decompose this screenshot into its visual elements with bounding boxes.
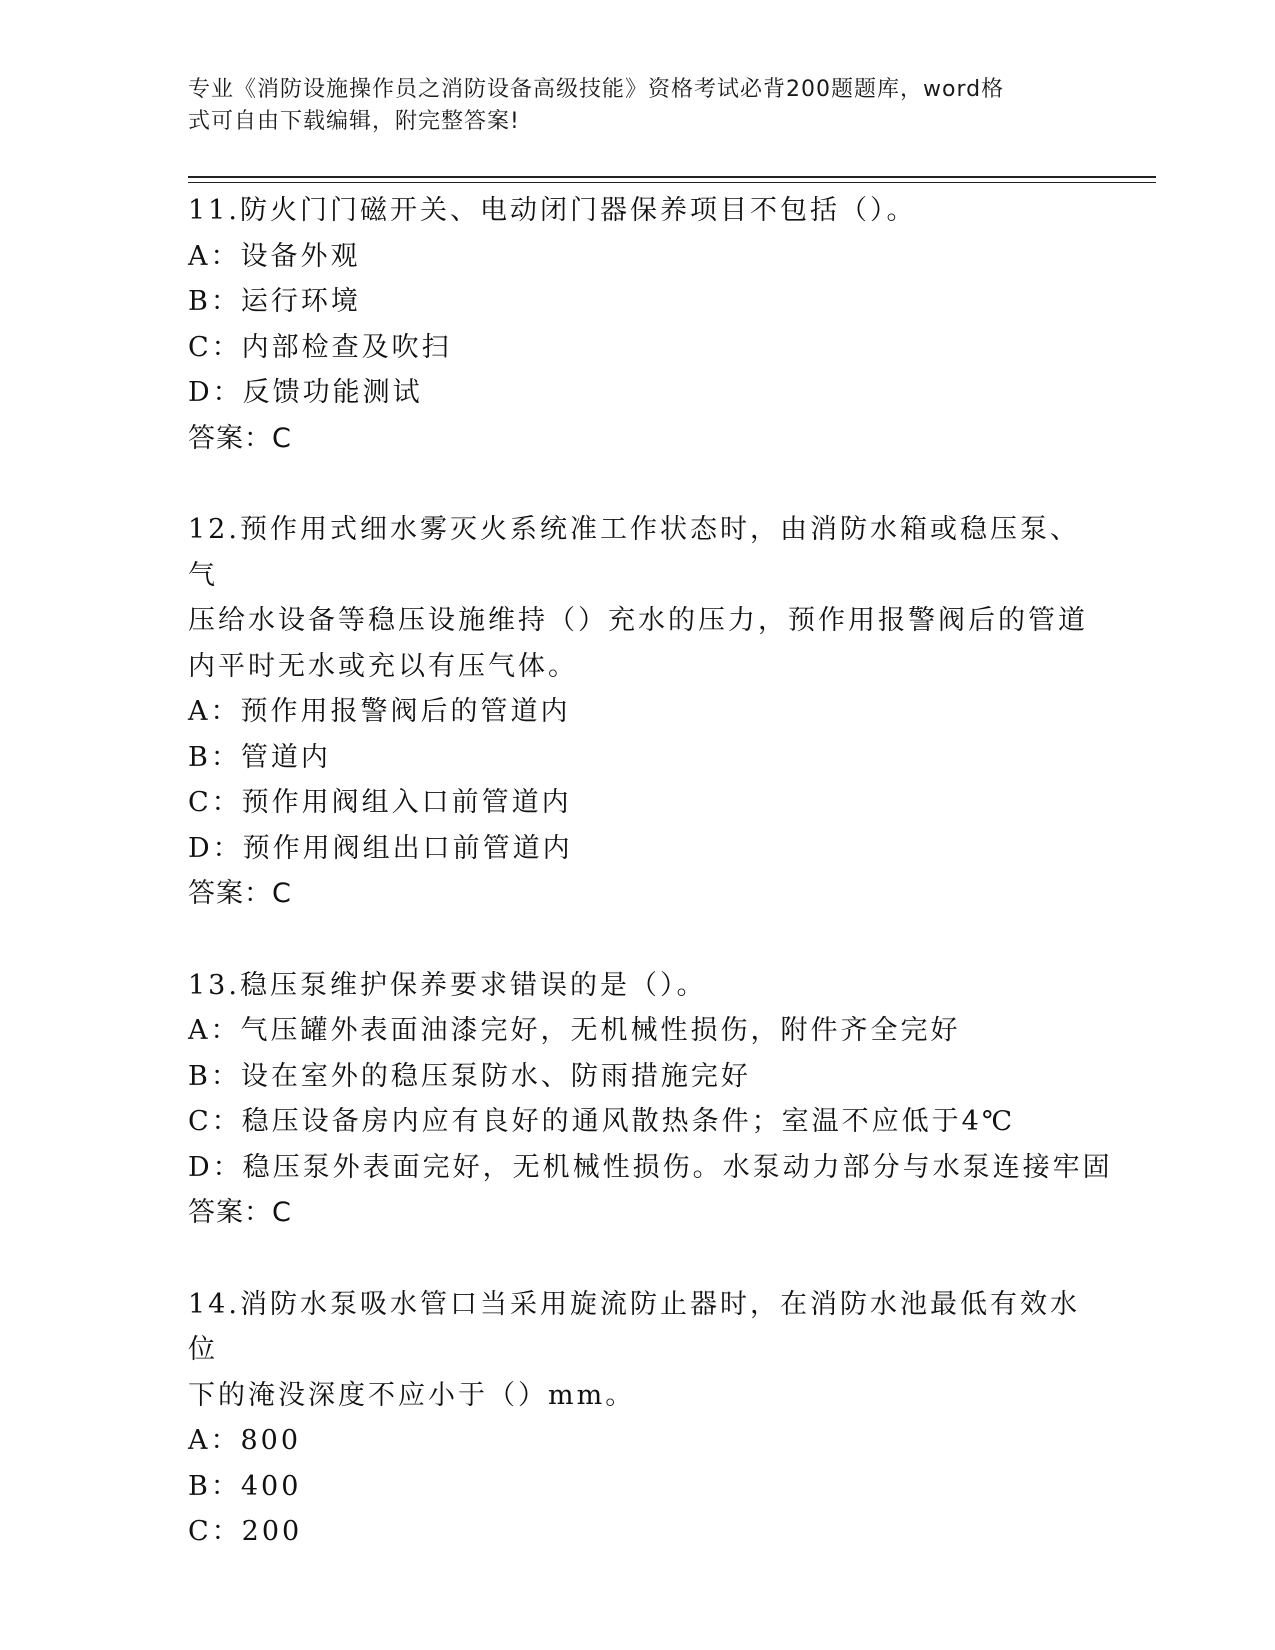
question-stem: 14.消防水泵吸水管口当采用旋流防止器时，在消防水池最低有效水位	[188, 1288, 1080, 1365]
option-b: B：400	[188, 1470, 302, 1502]
option-c: C：200	[188, 1516, 303, 1547]
option-a: A：设备外观	[188, 240, 361, 272]
question-11	[188, 188, 1088, 461]
question-12	[188, 507, 1088, 917]
answer-label: 答案：C	[188, 878, 292, 909]
question-14	[188, 1282, 1088, 1555]
option-c: C：稳压设备房内应有良好的通风散热条件；室温不应低于4℃	[188, 1106, 1016, 1137]
option-b: B：管道内	[188, 741, 331, 773]
option-c: C：预作用阀组入口前管道内	[188, 787, 572, 818]
answer-label: 答案：C	[188, 422, 292, 454]
header-line-1: 专业《消防设施操作员之消防设备高级技能》资格考试必背200题题库，word格	[188, 77, 1005, 102]
option-b: B：设在室外的稳压泵防水、防雨措施完好	[188, 1060, 751, 1092]
option-a: A：气压罐外表面油漆完好，无机械性损伤，附件齐全完好	[188, 1015, 961, 1046]
question-stem: 压给水设备等稳压设施维持（）充水的压力，预作用报警阀后的管道	[188, 605, 1088, 636]
document-header	[188, 74, 1068, 138]
question-13	[188, 963, 1113, 1236]
question-stem: 下的淹没深度不应小于（）mm。	[188, 1379, 636, 1411]
answer-label: 答案：C	[188, 1197, 292, 1228]
question-stem: 内平时无水或充以有压气体。	[188, 650, 578, 682]
header-divider-thick	[188, 176, 1156, 178]
option-a: A：预作用报警阀后的管道内	[188, 696, 571, 727]
question-list	[188, 188, 1113, 1601]
question-stem: 12.预作用式细水雾灭火系统准工作状态时，由消防水箱或稳压泵、气	[188, 514, 1080, 591]
option-d: D：预作用阀组出口前管道内	[188, 832, 573, 864]
question-stem: 11.防火门门磁开关、电动闭门器保养项目不包括（）。	[188, 195, 917, 226]
header-divider-thin	[188, 182, 1156, 183]
option-a: A：800	[188, 1425, 302, 1456]
option-b: B：运行环境	[188, 286, 361, 317]
question-stem: 13.稳压泵维护保养要求错误的是（）。	[188, 969, 707, 1001]
option-d: D：反馈功能测试	[188, 377, 423, 408]
header-line-2: 式可自由下载编辑，附完整答案!	[188, 109, 520, 134]
option-d: D：稳压泵外表面完好，无机械性损伤。水泵动力部分与水泵连接牢固	[188, 1151, 1113, 1183]
option-c: C：内部检查及吹扫	[188, 331, 452, 363]
